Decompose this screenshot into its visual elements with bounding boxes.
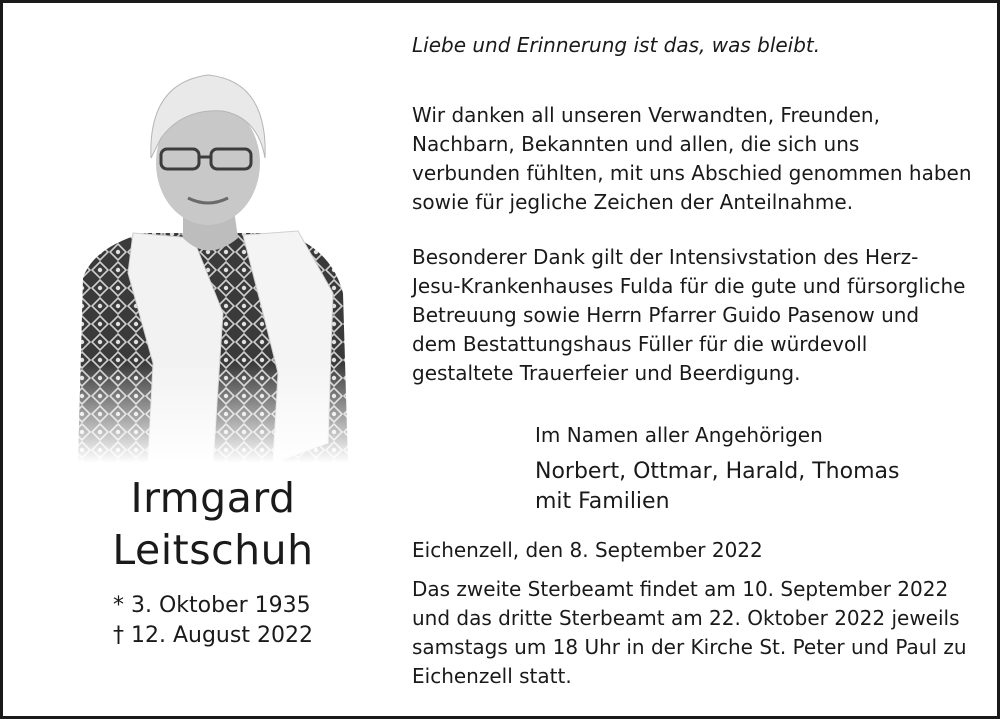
signature-block (535, 457, 899, 517)
portrait-photo (73, 63, 353, 463)
text-line: Das zweite Sterbeamt findet am 10. September 2022 (412, 577, 949, 601)
motto: Liebe und Erinnerung ist das, was bleibt. (412, 33, 821, 57)
text-line: sowie für jegliche Zeichen der Anteilnahme. (412, 190, 854, 214)
place-date: Eichenzell, den 8. September 2022 (412, 538, 763, 562)
text-line: Betreuung sowie Herrn Pfarrer Guido Pasenow und (412, 303, 920, 327)
text-line: samstags um 18 Uhr in der Kirche St. Peter und Paul zu (412, 635, 967, 659)
text-line: dem Bestattungshaus Füller für die würdevoll (412, 332, 868, 356)
thanks-paragraph (412, 101, 977, 217)
text-line: gestaltete Trauerfeier und Beerdigung. (412, 361, 801, 385)
death-date: † 12. August 2022 (113, 623, 313, 648)
text-line: Eichenzell statt. (412, 664, 572, 688)
text-line: Nachbarn, Bekannten und allen, die sich uns (412, 132, 860, 156)
signature-names: Norbert, Ottmar, Harald, Thomas (535, 459, 900, 484)
text-line: Besonderer Dank gilt der Intensivstation des Herz- (412, 245, 919, 269)
birth-date: * 3. Oktober 1935 (113, 593, 311, 618)
text-line: verbunden fühlten, mit uns Abschied genommen haben (412, 161, 972, 185)
text-line: Jesu-Krankenhauses Fulda für die gute und fürsorgliche (412, 274, 966, 298)
text-line: und das dritte Sterbeamt am 22. Oktober 2022 jeweils (412, 606, 960, 630)
text-line: Wir danken all unseren Verwandten, Freunden, (412, 103, 880, 127)
special-thanks-paragraph (412, 243, 977, 388)
deceased-first-name: Irmgard (130, 474, 296, 522)
service-paragraph (412, 575, 977, 691)
signature-intro: Im Namen aller Angehörigen (535, 423, 823, 447)
deceased-last-name: Leitschuh (112, 526, 314, 574)
signature-families: mit Familien (535, 489, 670, 514)
